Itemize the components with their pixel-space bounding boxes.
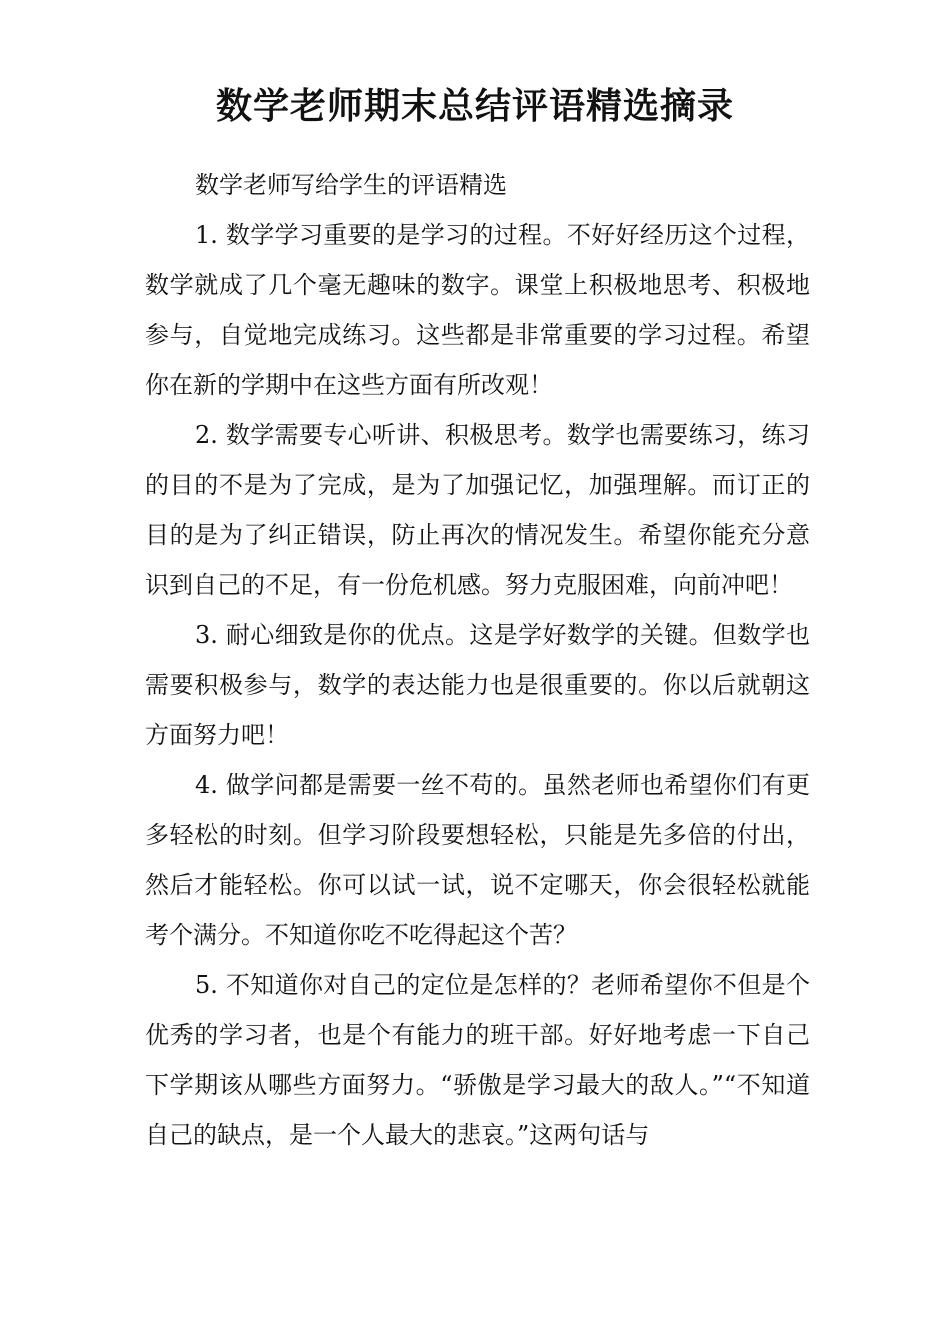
paragraph-2: 2. 数学需要专心听讲、积极思考。数学也需要练习，练习的目的不是为了完成，是为了加强记忆，加强理解。而订正的目的是为了纠正错误，防止再次的情况发生。希望你能充分意识到自己的不足，有一份危机感。努力克服困难，向前冲吧！ xyxy=(145,421,810,599)
document-body xyxy=(145,160,810,1160)
paragraph-3: 3. 耐心细致是你的优点。这是学好数学的关键。但数学也需要积极参与，数学的表达能力也是很重要的。你以后就朝这方面努力吧！ xyxy=(145,621,810,749)
paragraph-5: 5. 不知道你对自己的定位是怎样的？老师希望你不但是个优秀的学习者，也是个有能力的班干部。好好地考虑一下自己下学期该从哪些方面努力。“骄傲是学习最大的敌人。”“不知道自己的缺点，是一个人最大的悲哀。”这两句话与 xyxy=(145,971,810,1149)
document-subtitle: 数学老师写给学生的评语精选 xyxy=(195,171,507,199)
document-title: 数学老师期末总结评语精选摘录 xyxy=(215,86,734,127)
paragraph-4: 4. 做学问都是需要一丝不苟的。虽然老师也希望你们有更多轻松的时刻。但学习阶段要想轻松，只能是先多倍的付出，然后才能轻松。你可以试一试，说不定哪天，你会很轻松就能考个满分。不知道你吃不吃得起这个苦？ xyxy=(145,771,810,949)
paragraph-1: 1. 数学学习重要的是学习的过程。不好好经历这个过程，数学就成了几个毫无趣味的数字。课堂上积极地思考、积极地参与，自觉地完成练习。这些都是非常重要的学习过程。希望你在新的学期中在这些方面有所改观！ xyxy=(145,221,810,399)
